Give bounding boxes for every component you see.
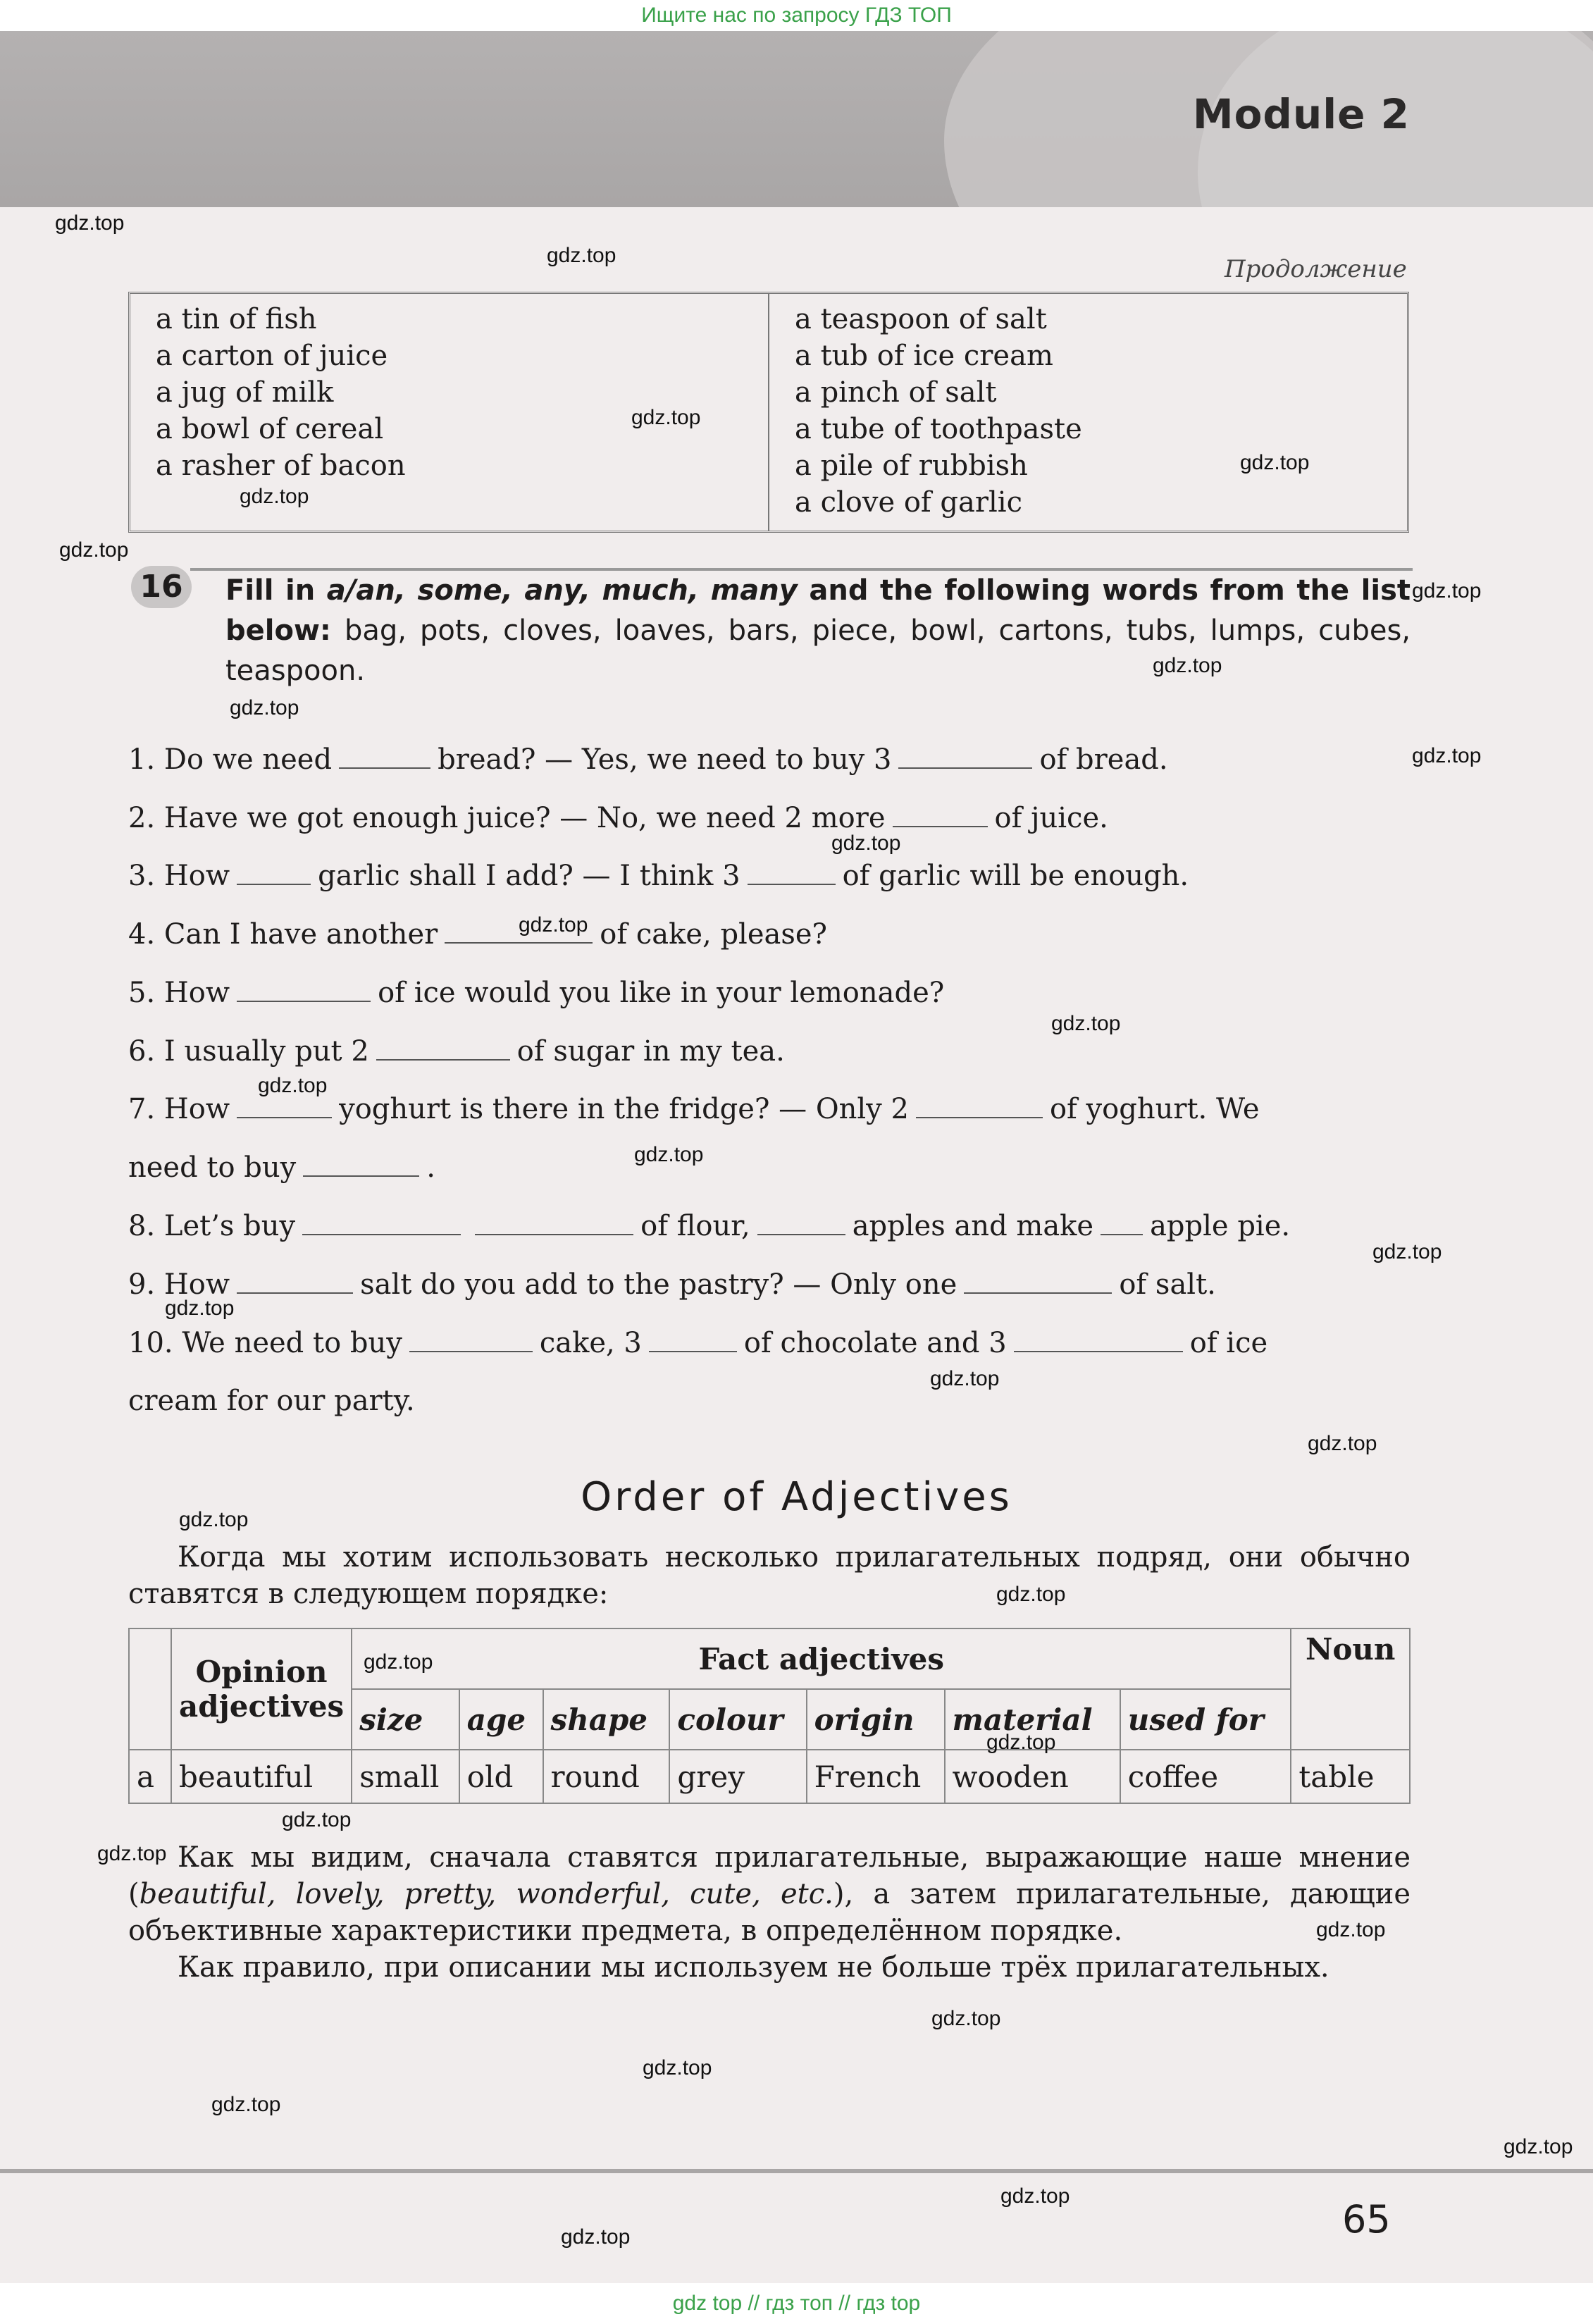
blank[interactable] (964, 1270, 1112, 1294)
blank[interactable] (339, 745, 430, 769)
exercise-line-6 (128, 1032, 1411, 1071)
noun-header: Noun (1291, 1628, 1410, 1750)
exercise-text: apple pie. (1150, 1210, 1291, 1242)
footer-divider (0, 2169, 1593, 2173)
word-item: a teaspoon of salt (795, 303, 1047, 335)
blank[interactable] (898, 745, 1032, 769)
exercise-text: cake, 3 (539, 1327, 642, 1359)
watermark: gdz.top (986, 1731, 1056, 1754)
exercise-text: apples and make (852, 1210, 1094, 1242)
blank[interactable] (237, 861, 311, 885)
blank[interactable] (649, 1328, 737, 1352)
exercise-line-2 (128, 798, 1411, 838)
words-right-column (768, 294, 1407, 531)
table-cell: grey (669, 1750, 806, 1803)
watermark: gdz.top (519, 913, 588, 937)
blank[interactable] (237, 978, 371, 1002)
exercise-text: of cake, please? (600, 918, 828, 951)
exercise-text: 6. I usually put 2 (128, 1035, 369, 1068)
bottom-banner[interactable]: gdz top // гдз топ // гдз top (0, 2283, 1593, 2324)
module-title: Module 2 (1192, 90, 1410, 138)
fact-column-header: colour (669, 1689, 806, 1750)
fact-header: Fact adjectives (352, 1628, 1291, 1689)
blank[interactable] (302, 1211, 461, 1235)
word-item: a jug of milk (156, 376, 334, 409)
table-cell: French (807, 1750, 945, 1803)
blank[interactable] (1014, 1328, 1183, 1352)
word-item: a clove of garlic (795, 486, 1022, 519)
watermark: gdz.top (179, 1508, 249, 1531)
exercise-text: 3. How (128, 860, 230, 892)
table-cell: wooden (945, 1750, 1120, 1803)
word-list: bag, pots, cloves, loaves, bars, piece, bowl, cartons, tubs, lumps, cubes, teaspoon. (225, 614, 1411, 687)
blank[interactable] (376, 1037, 510, 1061)
watermark: gdz.top (631, 406, 701, 429)
task-number-badge: 16 (131, 566, 192, 608)
exercise-text: 5. How (128, 977, 230, 1009)
blank[interactable] (409, 1328, 533, 1352)
word-item: a pinch of salt (795, 376, 997, 409)
watermark: gdz.top (282, 1808, 352, 1831)
blank[interactable] (1101, 1211, 1143, 1235)
exercise-text: yoghurt is there in the fridge? — Only 2 (339, 1093, 909, 1125)
watermark: gdz.top (931, 2007, 1001, 2030)
explanation-text: Как правило, при описании мы используем не больше трёх прилагательных. (178, 1951, 1329, 1984)
exercise-text: of ice would you like in your lemonade? (378, 977, 945, 1009)
watermark: gdz.top (634, 1143, 704, 1166)
table-cell (129, 1628, 171, 1750)
exercise-line-10b (128, 1381, 1411, 1421)
container-words-box (128, 292, 1409, 533)
intro-text: Когда мы хотим использовать несколько прилагательных подряд, они обычно ставятся в следующем порядке: (128, 1541, 1411, 1610)
watermark: gdz.top (1412, 744, 1482, 767)
word-item: a rasher of bacon (156, 450, 406, 482)
fact-column-header: size (352, 1689, 459, 1750)
watermark: gdz.top (1153, 654, 1222, 677)
section-title: Order of Adjectives (581, 1474, 1012, 1520)
instruction-keywords: a/an, some, any, much, many (326, 574, 798, 607)
blank[interactable] (893, 803, 988, 827)
watermark: gdz.top (59, 538, 129, 562)
watermark: gdz.top (97, 1842, 167, 1865)
exercise-line-5 (128, 973, 1411, 1013)
exercise-text: 1. Do we need (128, 743, 333, 776)
blank[interactable] (303, 1153, 419, 1177)
exercise-text: of salt. (1119, 1268, 1216, 1301)
word-item: a bowl of cereal (156, 413, 384, 445)
watermark: gdz.top (930, 1367, 1000, 1390)
table-cell: small (352, 1750, 459, 1803)
watermark: gdz.top (643, 2056, 712, 2079)
table-cell: round (543, 1750, 670, 1803)
blank[interactable] (475, 1211, 633, 1235)
exercise-text: 7. How (128, 1093, 230, 1125)
page-number: 65 (1342, 2197, 1391, 2242)
exercise-text: 4. Can I have another (128, 918, 438, 951)
exercise-text: of yoghurt. We (1049, 1093, 1260, 1125)
exercise-text: of juice. (994, 802, 1108, 834)
watermark: gdz.top (547, 244, 616, 267)
exercise-line-8 (128, 1206, 1411, 1246)
blank[interactable] (916, 1094, 1043, 1118)
fact-column-header: material (945, 1689, 1120, 1750)
exercise-text: bread? — Yes, we need to buy 3 (438, 743, 892, 776)
fact-column-header: origin (807, 1689, 945, 1750)
watermark: gdz.top (1308, 1432, 1377, 1455)
word-item: a tub of ice cream (795, 340, 1053, 372)
watermark: gdz.top (1051, 1012, 1121, 1035)
watermark: gdz.top (258, 1074, 328, 1097)
blank[interactable] (757, 1211, 845, 1235)
watermark: gdz.top (211, 2093, 281, 2116)
table-header-row (129, 1628, 1410, 1689)
exercise-text: of sugar in my tea. (516, 1035, 785, 1068)
exercise-text: 10. We need to buy (128, 1327, 402, 1359)
exercise-text: need to buy (128, 1151, 297, 1184)
exercise-line-10 (128, 1323, 1411, 1363)
exercise-text: . (426, 1151, 435, 1184)
blank[interactable] (748, 861, 836, 885)
adjectives-table (128, 1628, 1411, 1804)
fact-column-header: used for (1120, 1689, 1291, 1750)
table-cell: a (129, 1750, 171, 1803)
exercise-line-9 (128, 1265, 1411, 1304)
instruction-part: Fill in (225, 574, 327, 607)
watermark: gdz.top (1316, 1918, 1386, 1941)
exercise-text: of bread. (1039, 743, 1168, 776)
watermark: gdz.top (831, 832, 901, 855)
exercise-line-3 (128, 856, 1411, 896)
explanation-paragraph-2 (128, 1949, 1411, 1986)
explanation-paragraph-1 (128, 1839, 1411, 1949)
watermark: gdz.top (230, 696, 299, 719)
watermark: gdz.top (996, 1583, 1066, 1606)
word-item: a pile of rubbish (795, 450, 1028, 482)
exercise-text: cream for our party. (128, 1385, 415, 1417)
exercise-text: of ice (1189, 1327, 1268, 1359)
exercise-text: of garlic will be enough. (842, 860, 1189, 892)
exercise-text: garlic shall I add? — I think 3 (318, 860, 740, 892)
watermark: gdz.top (561, 2225, 631, 2249)
word-item: a tube of toothpaste (795, 413, 1082, 445)
exercise-text: of chocolate and 3 (743, 1327, 1007, 1359)
exercise-text: of flour, (640, 1210, 750, 1242)
table-cell: old (459, 1750, 543, 1803)
task-instruction (225, 571, 1411, 691)
watermark: gdz.top (55, 211, 125, 235)
watermark: gdz.top (240, 485, 309, 508)
example-adjectives: beautiful, lovely, pretty, wonderful, cute, etc. (139, 1878, 833, 1910)
fact-column-header: age (459, 1689, 543, 1750)
instruction-part: and the following words from the list below: (225, 574, 1411, 647)
top-banner[interactable]: Ищите нас по запросу ГДЗ ТОП (0, 0, 1593, 31)
exercise-line-7b (128, 1148, 1411, 1187)
watermark: gdz.top (1504, 2135, 1573, 2158)
exercise-text: 8. Let’s buy (128, 1210, 296, 1242)
table-cell: beautiful (171, 1750, 352, 1803)
exercise-text: salt do you add to the pastry? — Only one (360, 1268, 957, 1301)
exercise-text: 9. How (128, 1268, 230, 1301)
intro-paragraph (128, 1539, 1411, 1612)
watermark: gdz.top (364, 1650, 433, 1674)
opinion-header: Opinion adjectives (171, 1628, 352, 1750)
exercise-text: 2. Have we got enough juice? — No, we need 2 more (128, 802, 886, 834)
watermark: gdz.top (1412, 579, 1482, 602)
table-cell: table (1291, 1750, 1410, 1803)
watermark: gdz.top (1240, 451, 1310, 474)
explanation-text: ), а затем прилагательные, дающие объективные характеристики предмета, в определённом порядке. (128, 1878, 1411, 1947)
blank[interactable] (237, 1094, 332, 1118)
word-item: a carton of juice (156, 340, 388, 372)
continued-label: Продолжение (1225, 255, 1407, 283)
watermark: gdz.top (1000, 2184, 1070, 2208)
watermark: gdz.top (165, 1297, 235, 1320)
fact-column-header: shape (543, 1689, 670, 1750)
table-cell: coffee (1120, 1750, 1291, 1803)
exercise-line-4 (128, 915, 1411, 954)
watermark: gdz.top (1372, 1240, 1442, 1263)
table-row (129, 1750, 1410, 1803)
blank[interactable] (237, 1270, 353, 1294)
word-item: a tin of fish (156, 303, 317, 335)
exercise-line-1 (128, 740, 1411, 779)
explanation-text: Как мы видим, сначала ставятся прилагательные, выражающие наше мнение ( (128, 1841, 1411, 1910)
